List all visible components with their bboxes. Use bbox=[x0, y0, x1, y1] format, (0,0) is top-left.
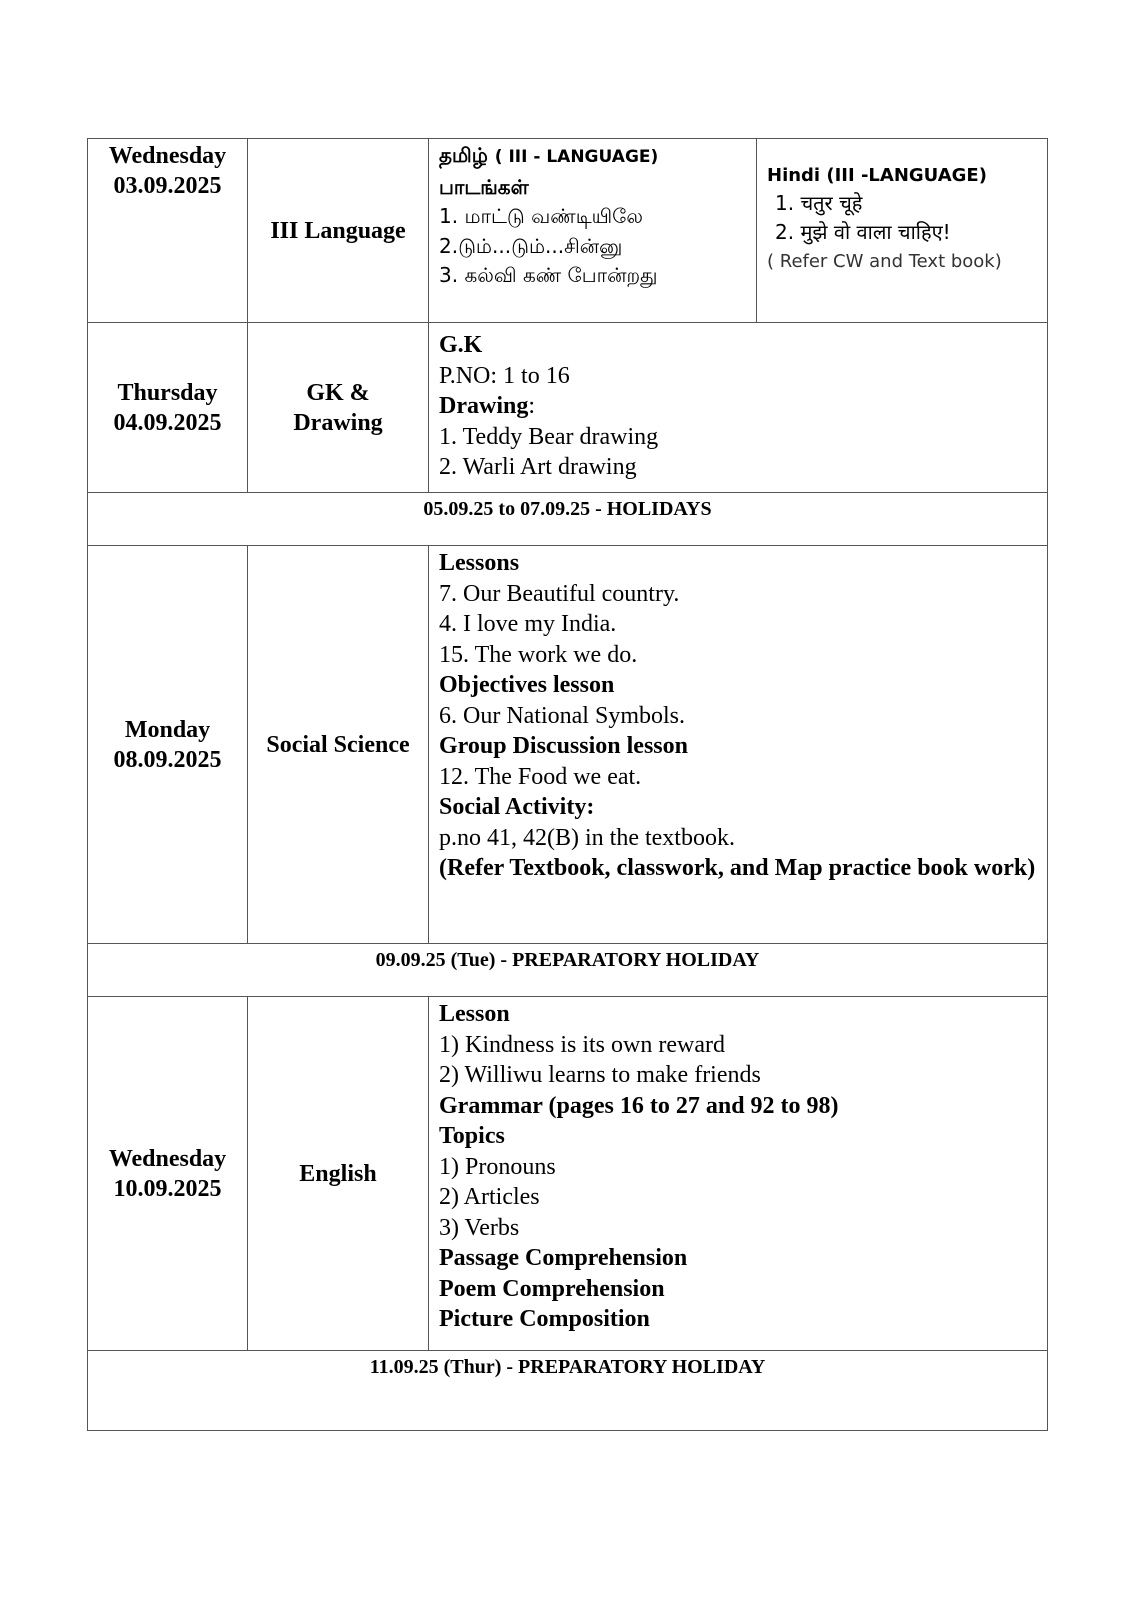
list-item: 3. கல்வி கண் போன்றது bbox=[439, 263, 658, 287]
list-item: 2. मुझे वो वाला चाहिए! bbox=[775, 220, 951, 244]
section-heading: G.K bbox=[439, 332, 483, 359]
section-heading: Objectives lesson bbox=[439, 672, 615, 698]
section-heading: Lessons bbox=[439, 550, 520, 576]
section-heading: Drawing bbox=[439, 393, 529, 420]
heading-colon: : bbox=[528, 393, 536, 420]
holiday-row bbox=[88, 1351, 1048, 1431]
drawing-heading bbox=[439, 391, 1037, 422]
day-name: Wednesday bbox=[108, 1145, 227, 1172]
section-heading: Poem Comprehension bbox=[439, 1275, 665, 1302]
hindi-note: ( Refer CW and Text book) bbox=[767, 251, 1002, 272]
content-cell bbox=[429, 546, 1048, 944]
day-name: Monday bbox=[124, 716, 211, 743]
day-name: Wednesday bbox=[108, 143, 227, 169]
list-item: 1. மாட்டு வண்டியிலே bbox=[439, 204, 643, 228]
tamil-title-suffix: ( III - LANGUAGE) bbox=[494, 147, 659, 167]
list-item: 6. Our National Symbols. bbox=[439, 702, 685, 729]
list-item: 15. The work we do. bbox=[439, 641, 638, 668]
day-cell bbox=[88, 546, 248, 944]
hindi-cell bbox=[757, 139, 1048, 323]
section-heading: Lesson bbox=[439, 1001, 510, 1027]
list-item: 4. I love my India. bbox=[439, 611, 617, 637]
list-item: 1) Kindness is its own reward bbox=[439, 1031, 725, 1058]
table-row bbox=[88, 139, 1048, 323]
list-item: 2.டும்...டும்...சின்னு bbox=[439, 233, 623, 258]
tamil-subtitle: பாடங்கள் bbox=[439, 174, 529, 199]
day-name: Thursday bbox=[117, 379, 218, 406]
subject-label: Social Science bbox=[266, 731, 410, 758]
list-item: 1. चतुर चूहे bbox=[775, 191, 863, 215]
list-item: 2. Warli Art drawing bbox=[439, 454, 637, 481]
holiday-cell: 11.09.25 (Thur) - PREPARATORY HOLIDAY bbox=[88, 1351, 1048, 1431]
list-item: 12. The Food we eat. bbox=[439, 763, 642, 790]
section-heading: Passage Comprehension bbox=[439, 1245, 688, 1271]
day-date: 03.09.2025 bbox=[113, 173, 222, 199]
table-row bbox=[88, 546, 1048, 944]
content-cell bbox=[429, 323, 1048, 493]
section-heading: Group Discussion lesson bbox=[439, 733, 688, 759]
subject-label: GK & bbox=[306, 379, 370, 406]
list-item: 2) Williwu learns to make friends bbox=[439, 1062, 761, 1088]
hindi-title: Hindi (III -LANGUAGE) bbox=[767, 165, 987, 186]
content-cell bbox=[429, 997, 1048, 1351]
refer-note: (Refer Textbook, classwork, and Map practice book work) bbox=[439, 855, 1036, 881]
section-heading: Grammar (pages 16 to 27 and 92 to 98) bbox=[439, 1092, 839, 1119]
holiday-row bbox=[88, 944, 1048, 997]
day-date: 08.09.2025 bbox=[113, 746, 222, 773]
list-item: 7. Our Beautiful country. bbox=[439, 580, 680, 607]
subject-label: III Language bbox=[270, 217, 406, 244]
list-item: P.NO: 1 to 16 bbox=[439, 362, 570, 389]
section-heading: Social Activity: bbox=[439, 794, 595, 820]
day-cell bbox=[88, 997, 248, 1351]
tamil-title-text: தமிழ் bbox=[439, 143, 488, 167]
subject-label: Drawing bbox=[293, 409, 383, 436]
tamil-title bbox=[439, 141, 746, 173]
list-item: 2) Articles bbox=[439, 1184, 540, 1210]
subject-cell bbox=[248, 997, 429, 1351]
tamil-cell bbox=[429, 139, 757, 323]
list-item: 1) Pronouns bbox=[439, 1153, 556, 1180]
schedule-table bbox=[87, 138, 1048, 1431]
list-item: 1. Teddy Bear drawing bbox=[439, 423, 659, 450]
list-item: 3) Verbs bbox=[439, 1214, 520, 1241]
day-cell bbox=[88, 323, 248, 493]
holiday-cell: 05.09.25 to 07.09.25 - HOLIDAYS bbox=[88, 493, 1048, 546]
day-date: 04.09.2025 bbox=[113, 409, 222, 436]
table-row bbox=[88, 997, 1048, 1351]
subject-cell bbox=[248, 139, 429, 323]
section-heading: Topics bbox=[439, 1123, 505, 1149]
day-cell bbox=[88, 139, 248, 323]
table-row bbox=[88, 323, 1048, 493]
exam-schedule bbox=[87, 138, 1047, 1431]
list-item: p.no 41, 42(B) in the textbook. bbox=[439, 824, 735, 851]
holiday-row bbox=[88, 493, 1048, 546]
subject-label: English bbox=[299, 1160, 377, 1187]
holiday-cell: 09.09.25 (Tue) - PREPARATORY HOLIDAY bbox=[88, 944, 1048, 997]
section-heading: Picture Composition bbox=[439, 1306, 650, 1332]
subject-cell bbox=[248, 546, 429, 944]
day-date: 10.09.2025 bbox=[113, 1175, 222, 1202]
subject-cell bbox=[248, 323, 429, 493]
